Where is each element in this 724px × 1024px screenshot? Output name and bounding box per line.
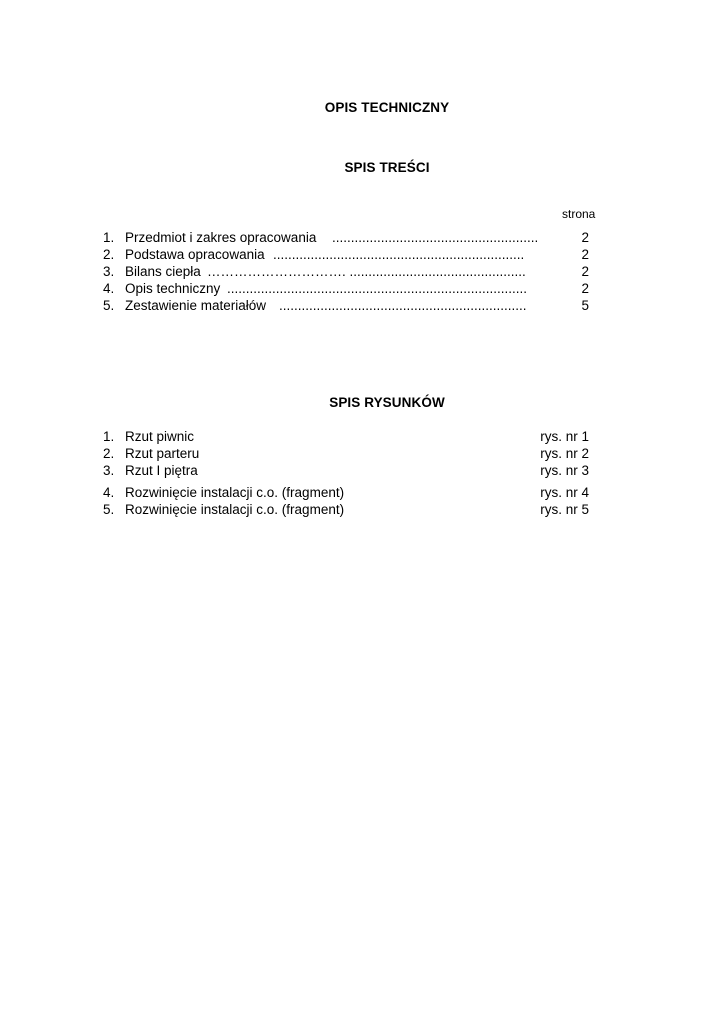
toc-item-leader: ....................................................... xyxy=(332,230,539,245)
toc-item-number: 1. xyxy=(103,230,115,245)
toc-item-page: 2 xyxy=(581,230,589,245)
figure-item-number: 3. xyxy=(103,463,115,478)
toc-item-number: 3. xyxy=(103,264,115,279)
figure-item-text: Rozwinięcie instalacji c.o. (fragment) xyxy=(125,485,345,500)
toc-list xyxy=(103,229,589,314)
figure-item-text: Rzut I piętra xyxy=(125,463,198,478)
figure-item-text: Rzut piwnic xyxy=(125,429,195,444)
toc-item-text: Zestawienie materiałów xyxy=(125,298,267,313)
toc-item-number: 5. xyxy=(103,298,115,313)
figure-item-ref: rys. nr 1 xyxy=(540,429,589,444)
figures-list xyxy=(103,428,589,518)
toc-item xyxy=(103,229,589,246)
figure-item xyxy=(103,484,589,501)
toc-item-page: 2 xyxy=(581,264,589,279)
figure-item-number: 1. xyxy=(103,429,115,444)
toc-item-leader: …………………………. ............................................... xyxy=(207,264,526,279)
toc-item xyxy=(103,246,589,263)
page-column-label: strona xyxy=(562,207,596,221)
toc-item xyxy=(103,280,589,297)
figure-item xyxy=(103,501,589,518)
figure-item-ref: rys. nr 4 xyxy=(540,485,589,500)
figure-item-number: 5. xyxy=(103,502,115,517)
toc-item-page: 2 xyxy=(581,281,589,296)
toc-item-number: 4. xyxy=(103,281,115,296)
figure-item-number: 2. xyxy=(103,446,115,461)
toc-item-text: Przedmiot i zakres opracowania xyxy=(125,230,317,245)
toc-title: SPIS TREŚCI xyxy=(344,160,430,175)
toc-item-text: Podstawa opracowania xyxy=(125,247,265,262)
figure-item-text: Rzut parteru xyxy=(125,446,200,461)
document-title: OPIS TECHNICZNY xyxy=(324,100,450,115)
figure-item xyxy=(103,445,589,462)
figure-item-ref: rys. nr 3 xyxy=(540,463,589,478)
figure-item-text: Rozwinięcie instalacji c.o. (fragment) xyxy=(125,502,345,517)
toc-item-page: 5 xyxy=(581,298,589,313)
figure-item-ref: rys. nr 2 xyxy=(540,446,589,461)
toc-item-text: Opis techniczny xyxy=(125,281,221,296)
toc-item-leader: ................................................................... xyxy=(273,247,525,262)
toc-item-leader: ................................................................................ xyxy=(227,281,528,296)
toc-item xyxy=(103,263,589,280)
toc-item-page: 2 xyxy=(581,247,589,262)
figure-item xyxy=(103,428,589,445)
toc-item-number: 2. xyxy=(103,247,115,262)
figures-title: SPIS RYSUNKÓW xyxy=(329,395,445,410)
figure-item-ref: rys. nr 5 xyxy=(540,502,589,517)
toc-item-leader: .................................................................. xyxy=(279,298,527,313)
toc-item-text: Bilans ciepła xyxy=(125,264,201,279)
figure-item xyxy=(103,462,589,479)
toc-item xyxy=(103,297,589,314)
figure-item-number: 4. xyxy=(103,485,115,500)
